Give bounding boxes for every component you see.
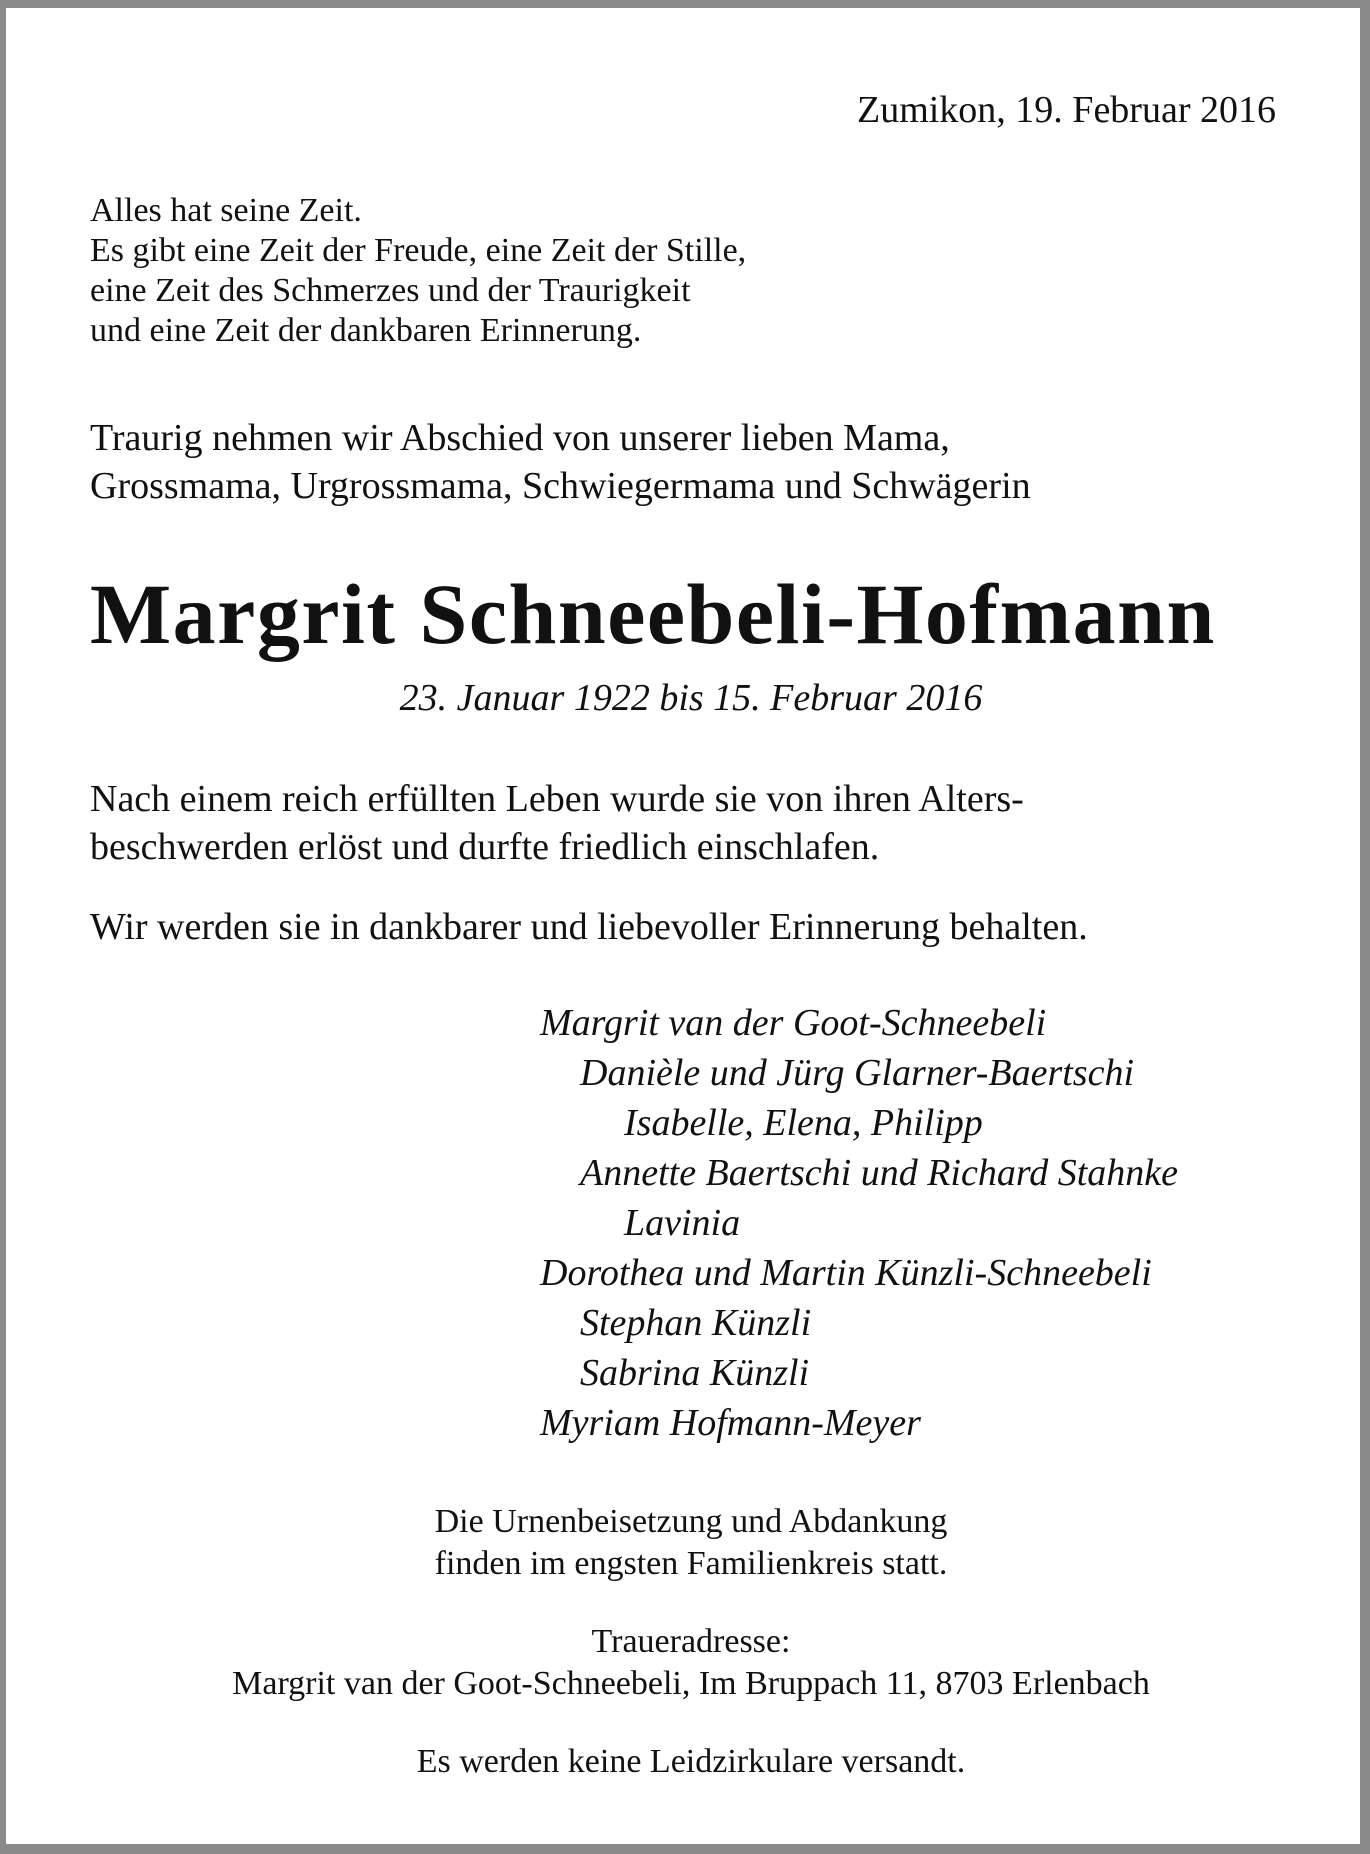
mourning-address bbox=[6, 1621, 1370, 1705]
mourner: Annette Baertschi und Richard Stahnke bbox=[580, 1152, 1178, 1194]
mourner: Sabrina Künzli bbox=[580, 1352, 810, 1394]
ceremony-line: finden im engsten Familienkreis statt. bbox=[434, 1545, 948, 1582]
mourner: Isabelle, Elena, Philipp bbox=[624, 1102, 983, 1144]
message-line: Nach einem reich erfüllten Leben wurde sie von ihren Alters- bbox=[90, 778, 1024, 820]
address-line: Margrit van der Goot-Schneebeli, Im Bruppach 11, 8703 Erlenbach bbox=[232, 1665, 1150, 1702]
intro-line: Grossmama, Urgrossmama, Schwiegermama und Schwägerin bbox=[90, 465, 1031, 507]
verse-line: und eine Zeit der dankbaren Erinnerung. bbox=[90, 312, 642, 349]
address-label: Traueradresse: bbox=[591, 1623, 791, 1660]
intro-line: Traurig nehmen wir Abschied von unserer lieben Mama, bbox=[90, 417, 950, 459]
message-line: beschwerden erlöst und durfte friedlich einschlafen. bbox=[90, 826, 880, 868]
life-dates: 23. Januar 1922 bis 15. Februar 2016 bbox=[399, 677, 983, 719]
verse-line: eine Zeit des Schmerzes und der Traurigkeit bbox=[90, 272, 691, 309]
place-date: Zumikon, 19. Februar 2016 bbox=[856, 89, 1276, 131]
closing-text: Wir werden sie in dankbarer und liebevoller Erinnerung behalten. bbox=[90, 906, 1088, 948]
mourner: Danièle und Jürg Glarner-Baertschi bbox=[580, 1052, 1135, 1094]
ceremony-notice bbox=[6, 1501, 1370, 1585]
mourner: Margrit van der Goot-Schneebeli bbox=[540, 1002, 1047, 1044]
verse bbox=[90, 191, 746, 351]
deceased-name: Margrit Schneebeli-Hofmann bbox=[90, 566, 1216, 662]
mourner: Lavinia bbox=[624, 1202, 741, 1244]
mourner: Myriam Hofmann-Meyer bbox=[540, 1402, 921, 1444]
mourners-list bbox=[540, 998, 1178, 1448]
verse-line: Es gibt eine Zeit der Freude, eine Zeit der Stille, bbox=[90, 232, 747, 269]
intro-text bbox=[90, 414, 1031, 510]
no-circulars-notice: Es werden keine Leidzirkulare versandt. bbox=[416, 1743, 966, 1780]
mourner: Dorothea und Martin Künzli-Schneebeli bbox=[540, 1252, 1152, 1294]
ceremony-line: Die Urnenbeisetzung und Abdankung bbox=[434, 1503, 948, 1540]
verse-line: Alles hat seine Zeit. bbox=[90, 192, 362, 229]
message-text bbox=[90, 775, 1024, 871]
mourner: Stephan Künzli bbox=[580, 1302, 812, 1344]
